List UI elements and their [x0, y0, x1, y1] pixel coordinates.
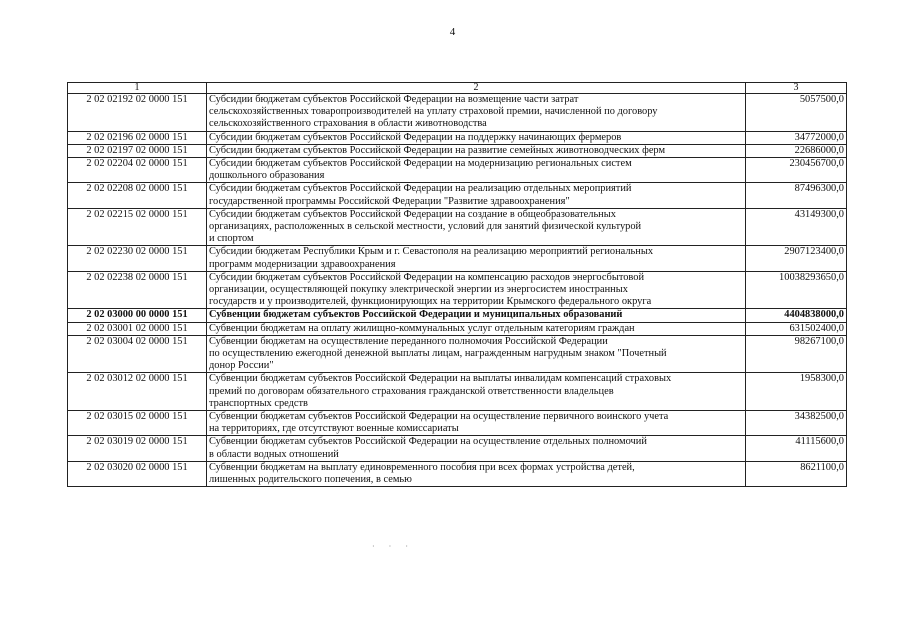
row-amount: 631502400,0	[746, 322, 847, 335]
row-description: Субсидии бюджетам субъектов Российской Федерации на поддержку начинающих фермеров	[207, 131, 746, 144]
table-row	[68, 158, 847, 183]
row-amount: 34382500,0	[746, 411, 847, 436]
row-description: Субвенции бюджетам на выплату единовременного пособия при всех формах устройства детей, лишенных родительского попечения, в семью	[207, 461, 746, 486]
table-row	[68, 183, 847, 208]
table-row	[68, 94, 847, 132]
column-header-amount: 3	[746, 83, 847, 94]
row-code: 2 02 02238 02 0000 151	[68, 271, 207, 309]
row-code: 2 02 03019 02 0000 151	[68, 436, 207, 461]
row-amount: 22686000,0	[746, 144, 847, 157]
table-row	[68, 436, 847, 461]
table-row	[68, 131, 847, 144]
row-description: Субвенции бюджетам субъектов Российской Федерации на осуществление отдельных полномочий в области водных отношений	[207, 436, 746, 461]
row-code: 2 02 03015 02 0000 151	[68, 411, 207, 436]
row-code: 2 02 03020 02 0000 151	[68, 461, 207, 486]
row-code: 2 02 02192 02 0000 151	[68, 94, 207, 132]
row-code: 2 02 02197 02 0000 151	[68, 144, 207, 157]
row-amount: 1958300,0	[746, 373, 847, 411]
column-header-code: 1	[68, 83, 207, 94]
row-amount: 98267100,0	[746, 335, 847, 373]
table-row	[68, 271, 847, 309]
row-code: 2 02 02204 02 0000 151	[68, 158, 207, 183]
row-code: 2 02 02215 02 0000 151	[68, 208, 207, 246]
row-description: Субсидии бюджетам субъектов Российской Федерации на реализацию отдельных мероприятий государственной программы Российской Федерации "Развитие здравоохранения"	[207, 183, 746, 208]
row-code: 2 02 02196 02 0000 151	[68, 131, 207, 144]
row-amount: 34772000,0	[746, 131, 847, 144]
scan-marks: · · ·	[372, 542, 414, 551]
row-description: Субсидии бюджетам субъектов Российской Федерации на развитие семейных животноводческих ферм	[207, 144, 746, 157]
table-row	[68, 246, 847, 271]
budget-table	[67, 82, 847, 487]
row-description: Субвенции бюджетам субъектов Российской Федерации на осуществление первичного воинского учета на территориях, где отсутствуют военные комиссариаты	[207, 411, 746, 436]
row-description: Субвенции бюджетам на осуществление переданного полномочия Российской Федерации по осуществлению ежегодной денежной выплаты лицам, награжденным нагрудным знаком "Почетный донор России"	[207, 335, 746, 373]
row-amount: 41115600,0	[746, 436, 847, 461]
row-amount: 2907123400,0	[746, 246, 847, 271]
row-amount: 230456700,0	[746, 158, 847, 183]
table-row	[68, 144, 847, 157]
row-amount: 10038293650,0	[746, 271, 847, 309]
row-description: Субвенции бюджетам субъектов Российской Федерации на выплаты инвалидам компенсаций страховых премий по договорам обязательного страхования гражданской ответственности владельцев транспортных средств	[207, 373, 746, 411]
table-row	[68, 373, 847, 411]
row-description: Субсидии бюджетам субъектов Российской Федерации на модернизацию региональных систем дошкольного образования	[207, 158, 746, 183]
row-code: 2 02 03001 02 0000 151	[68, 322, 207, 335]
table-row	[68, 322, 847, 335]
column-header-description: 2	[207, 83, 746, 94]
header-row	[68, 83, 847, 94]
row-amount: 8621100,0	[746, 461, 847, 486]
table-row	[68, 208, 847, 246]
row-description: Субсидии бюджетам субъектов Российской Федерации на возмещение части затрат сельскохозяйственных товаропроизводителей на уплату страховой премии, начисленной по договору сельскохозяйственного страхования в области животноводства	[207, 94, 746, 132]
page-number: 4	[449, 26, 456, 38]
table-row	[68, 309, 847, 322]
row-description: Субвенции бюджетам субъектов Российской Федерации и муниципальных образований	[207, 309, 746, 322]
table-row	[68, 411, 847, 436]
row-description: Субсидии бюджетам Республики Крым и г. Севастополя на реализацию мероприятий региональных программ модернизации здравоохранения	[207, 246, 746, 271]
table-row	[68, 461, 847, 486]
table-body	[68, 83, 847, 487]
row-amount: 87496300,0	[746, 183, 847, 208]
row-code: 2 02 03004 02 0000 151	[68, 335, 207, 373]
table-row	[68, 335, 847, 373]
row-code: 2 02 03012 02 0000 151	[68, 373, 207, 411]
row-description: Субсидии бюджетам субъектов Российской Федерации на создание в общеобразовательных организациях, расположенных в сельской местности, условий для занятий физической культурой и спортом	[207, 208, 746, 246]
row-code: 2 02 03000 00 0000 151	[68, 309, 207, 322]
row-description: Субсидии бюджетам субъектов Российской Федерации на компенсацию расходов энергосбытовой организации, осуществляющей покупку электрической энергии из энергосистем иностранных государств и у производителей, функционирующих на территории Крымского федерального округа	[207, 271, 746, 309]
row-amount: 5057500,0	[746, 94, 847, 132]
row-amount: 43149300,0	[746, 208, 847, 246]
row-code: 2 02 02230 02 0000 151	[68, 246, 207, 271]
row-description: Субвенции бюджетам на оплату жилищно-коммунальных услуг отдельным категориям граждан	[207, 322, 746, 335]
row-code: 2 02 02208 02 0000 151	[68, 183, 207, 208]
row-amount: 4404838000,0	[746, 309, 847, 322]
